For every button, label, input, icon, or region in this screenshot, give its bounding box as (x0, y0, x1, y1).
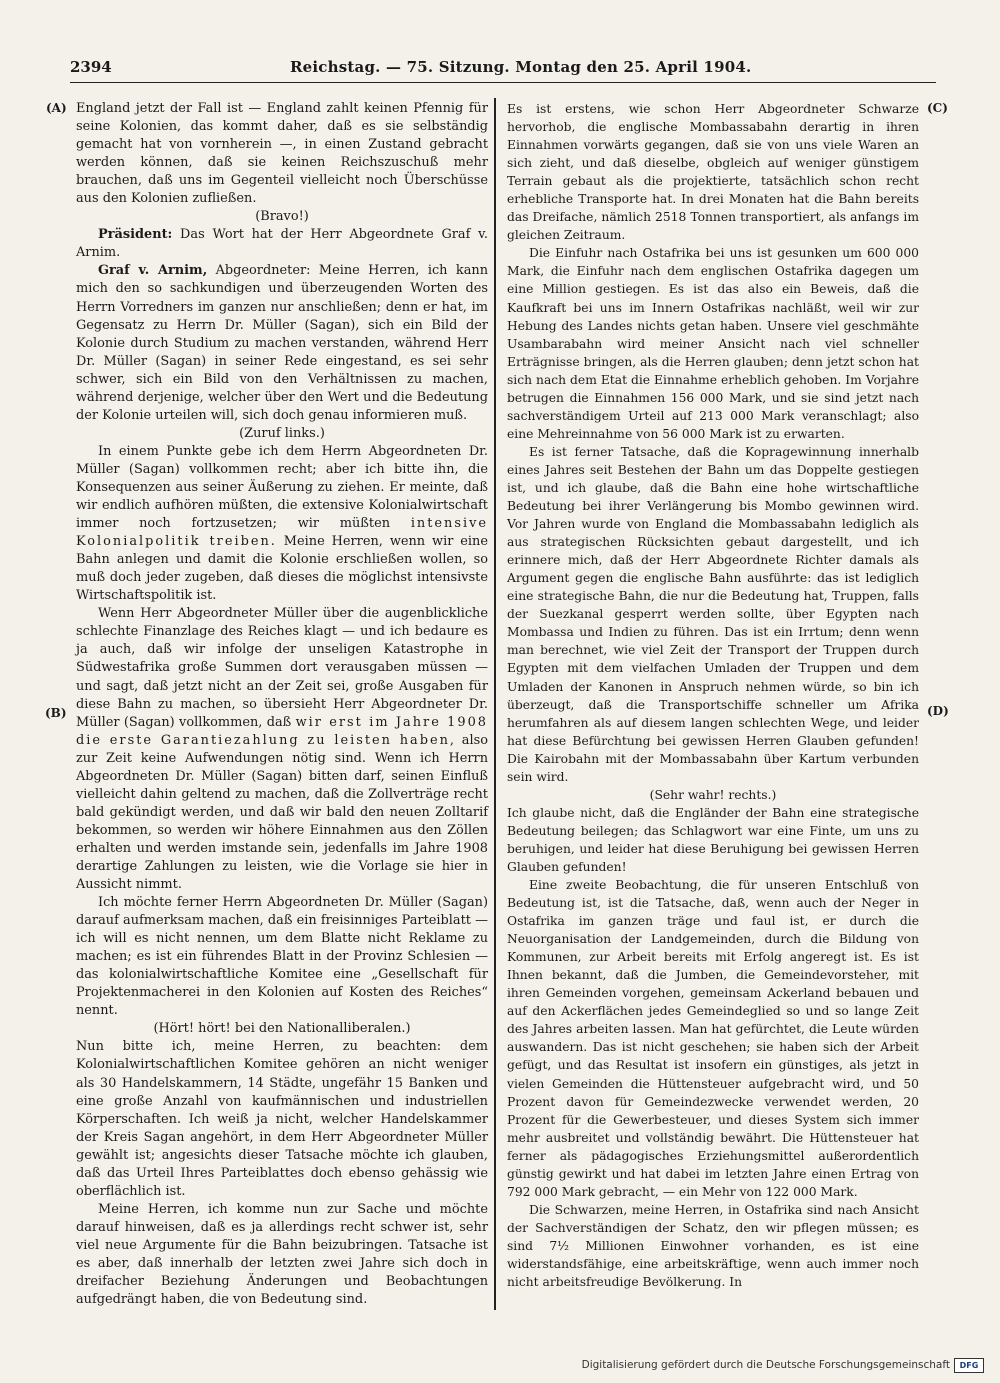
paragraph: Die Einfuhr nach Ostafrika bei uns ist gesunken um 600 000 Mark, die Einfuhr nach dem englischen Ostafrika dagegen um eine Million gestiegen. Es ist das also ein Beweis, daß die Kaufkraft bei uns im Innern Ostafrikas nachläßt, weil wir zur Hebung des Landes nichts getan haben. Unsere viel geschmähte Usambarabahn wird meiner Ansicht nach viel schneller Erträgnisse bringen, als die Herren glauben; denn jetzt schon hat sich nach dem Etat die Einnahme erheblich gehoben. Im Vorjahre betrugen die Einnahmen 156 000 Mark, und sie sind jetzt nach sachverständigem Urteil auf 213 000 Mark veranschlagt; also eine Mehreinnahme von 56 000 Mark ist zu erwarten. (507, 246, 919, 441)
interjection: (Hört! hört! bei den Nationalliberalen.) (153, 1021, 411, 1037)
column-divider (494, 98, 496, 1310)
paragraph-text: Das Wort hat der Herr Abgeordnete Graf v. Arnim. (76, 227, 488, 261)
margin-marker-b: (B) (45, 706, 67, 720)
emphasized-text: wir erst im Jahre 1908 die erste Garantiezahlung zu leisten haben, (76, 714, 488, 748)
page-number: 2394 (70, 58, 112, 76)
paragraph-text: In einem Punkte gebe ich dem Herrn Abgeordneten Dr. Müller (Sagan) vollkommen recht; aber ich bitte ihn, die Konsequenzen aus seiner Äußerung zu ziehen. Er meinte, daß wir endlich aufhören müßten, die extensive Kolonialwirtschaft immer noch fortzusetzen; wir müßten (76, 443, 488, 532)
speaker-name: Präsident: (98, 227, 173, 243)
paragraph-text: Wenn Herr Abgeordneter Müller über die augenblickliche schlechte Finanzlage des Reiches klagt — und ich bedaure es ja auch, daß wir infolge der unseligen Katastrophe in Südwestafrika große Summen dort verausgaben müssen — und sagt, daß jetzt nicht an der Zeit sei, große Ausgaben für diese Bahn zu machen, so übersieht Herr Abgeordneter Dr. Müller (Sagan) vollkommen, daß (76, 606, 488, 730)
paragraph: England jetzt der Fall ist — England zahlt keinen Pfennig für seine Kolonien, das kommt daher, daß es sie selbständig gemacht hat von vornherein —, in einen Zustand gebracht werden können, daß sie keinen Reichszuschuß mehr brauchen, daß uns im Gegenteil vielleicht noch Überschüsse aus den Kolonien zufließen. (76, 101, 488, 207)
paragraph-text: also zur Zeit keine Aufwendungen nötig sind. Wenn ich Herrn Abgeordneten Dr. Müller (Sagan) bitten darf, seinen Einfluß vielleicht dahin geltend zu machen, daß die Zollverträge recht bald gekündigt werden, und daß wir bald den neuen Zolltarif bekommen, so werden wir höhere Einnahmen aus den Zöllen erhalten und werden imstande sein, jedenfalls im Jahre 1908 derartige Zahlungen zu leisten, wie die Vorlage sie hier in Aussicht nimmt. (76, 732, 488, 893)
paragraph (76, 262, 488, 424)
page-header (70, 58, 936, 83)
paragraph-text: Meine Herren, wenn wir eine Bahn anlegen und damit die Kolonie erschließen wollen, so muß doch jeder zugeben, daß dieses die möglichst intensivste Wirtschaftspolitik ist. (76, 534, 488, 604)
left-column (76, 100, 488, 1309)
running-title: Reichstag. — 75. Sitzung. Montag den 25. April 1904. (290, 58, 752, 76)
emphasized-text: intensive Kolonialpolitik treiben. (76, 516, 488, 550)
interjection: (Bravo!) (255, 209, 309, 225)
right-column (507, 100, 919, 1291)
interjection: (Sehr wahr! rechts.) (649, 787, 777, 802)
paragraph: Meine Herren, ich komme nun zur Sache und möchte darauf hinweisen, daß es ja allerdings recht schwer ist, sehr viel neue Argumente für die Bahn beizubringen. Tatsache ist es aber, daß innerhalb der letzten zwei Jahre sich doch in dreifacher Beziehung Änderungen und Beobachtungen aufgedrängt haben, die von Bedeutung sind. (76, 1201, 488, 1308)
paragraph: Eine zweite Beobachtung, die für unseren Entschluß von Bedeutung ist, ist die Tatsache, daß, wenn auch der Neger in Ostafrika im ganzen träge und faul ist, er durch die Neuorganisation der Landgemeinden, durch die Bildung von Kommunen, zur Arbeit bereits mit Erfolg angeregt ist. Es ist Ihnen bekannt, daß die Jumben, die Gemeindevorsteher, mit ihren Gemeinden vorgehen, gemeinsam Ackerland bebauen und auf den Ackerflächen jedes Gemeindeglied so und so lange Zeit des Jahres arbeiten lassen. Man hat gefürchtet, die Leute würden auswandern. Das ist nicht geschehen; sie haben sich der Arbeit gefügt, und das Resultat ist insofern ein günstiges, als jetzt in vielen Gemeinden die Hüttensteuer aufgebracht wird, und 50 Prozent davon für Gemeindezwecke verwendet werden, 20 Prozent für die Gewerbesteuer, und dieses System sich immer mehr ausbreitet und vollständig bewährt. Die Hüttensteuer hat ferner als pädagogisches Erziehungsmittel außerordentlich günstig gewirkt und hat dabei im letzten Jahre einen Ertrag von 792 000 Mark gebracht, — ein Mehr von 122 000 Mark. (507, 878, 919, 1199)
margin-marker-c: (C) (927, 101, 948, 115)
paragraph (76, 443, 488, 605)
dfg-logo: DFG (954, 1358, 984, 1373)
paragraph: Es ist ferner Tatsache, daß die Kopragewinnung innerhalb eines Jahres seit Bestehen der Bahn um das Doppelte gestiegen ist, und ich glaube, daß die Bahn eine hohe wirtschaftliche Bedeutung bei ihrer Verlängerung bis Mombo gewinnen wird. Vor Jahren wurde von England die Mombassabahn lediglich als aus strategischen Rücksichten gebaut dargestellt, und ich erinnere mich, daß der Herr Abgeordnete Richter damals als Argument gegen die englische Bahn ausführte: das ist lediglich eine strategische Bahn, die nur die Bedeutung hat, Truppen, falls der Suezkanal gesperrt werden sollte, über Egypten nach Mombassa und Indien zu führen. Das ist ein Irrtum; denn wenn man berechnet, wie viel Zeit der Transport der Truppen durch Egypten mit dem vielfachen Umladen der Truppen und dem Umladen der Kanonen in Anspruch nehmen würde, so bin ich überzeugt, daß die Transportschiffe schneller um Afrika herumfahren als auf diesem langen schlechten Wege, und leider hat diese Befürchtung bei gewissen Herren Glauben gefunden! Die Kairobahn mit der Mombassabahn über Kartum verbunden sein wird. (507, 444, 919, 784)
paragraph: Die Schwarzen, meine Herren, in Ostafrika sind nach Ansicht der Sachverständigen der Schatz, den wir pflegen müssen; es sind 7½ Millionen Einwohner vorhanden, es ist eine widerstandsfähige, eine arbeitskräftige, wenn auch immer noch nicht arbeitsfreudige Bevölkerung. In (507, 1202, 919, 1290)
paragraph (76, 226, 488, 262)
interjection: (Zuruf links.) (239, 425, 325, 441)
funding-note: Digitalisierung gefördert durch die Deutsche Forschungsgemeinschaft (581, 1359, 950, 1371)
paragraph (76, 605, 488, 894)
speaker-name: Graf v. Arnim, (98, 263, 208, 279)
paragraph: Ich möchte ferner Herrn Abgeordneten Dr. Müller (Sagan) darauf aufmerksam machen, daß ein freisinniges Parteiblatt — ich will es nicht nennen, um dem Blatte nicht Reklame zu machen; es ist ein führendes Blatt in der Provinz Schlesien — das kolonialwirtschaftliche Komitee eine „Gesellschaft für Projektenmacherei in den Kolonien auf Kosten des Reiches“ nennt. (76, 895, 488, 1019)
margin-marker-d: (D) (927, 704, 949, 718)
paragraph: Es ist erstens, wie schon Herr Abgeordneter Schwarze hervorhob, die englische Mombassabahn derartig in ihren Einnahmen vorwärts gegangen, daß sie von uns viele Waren an sich zieht, und daß dieselbe, obgleich auf weniger günstigem Terrain gebaut als die projektierte, tatsächlich schon recht erhebliche Transporte hat. In drei Monaten hat die Bahn bereits das Dreifache, nämlich 2518 Tonnen transportiert, als anfangs im gleichen Zeitraum. (507, 102, 919, 243)
paragraph: Ich glaube nicht, daß die Engländer der Bahn eine strategische Bedeutung beilegen; das Schlagwort war eine Finte, um uns zu beruhigen, und leider hat diese Beruhigung bei gewissen Herren Glauben gefunden! (507, 805, 919, 874)
footer (582, 1357, 984, 1373)
paragraph: Nun bitte ich, meine Herren, zu beachten: dem Kolonialwirtschaftlichen Komitee gehören an nicht weniger als 30 Handelskammern, 14 Städte, ungefähr 15 Banken und eine große Anzahl von kaufmännischen und industriellen Körperschaften. Ich weiß ja nicht, welcher Handelskammer der Kreis Sagan angehört, in dem Herr Abgeordneter Müller gewählt ist; angesichts dieser Tatsache möchte ich glauben, daß das Urteil Ihres Parteiblattes doch ebenso gehässig wie oberflächlich ist. (76, 1039, 488, 1199)
paragraph-text: Abgeordneter: Meine Herren, ich kann mich den so sachkundigen und überzeugenden Worten des Herrn Vorredners im ganzen nur anschließen; denn er hat, im Gegensatz zu Herrn Dr. Müller (Sagan), sich ein Bild der Kolonie durch Studium zu machen verstanden, während Herr Dr. Müller (Sagan) in seiner Rede eingestand, es sei sehr schwer, sich ein Bild von den Verhältnissen zu machen, während derjenige, welcher über den Wert und die Bedeutung der Kolonie urteilen will, sich doch genau informieren muß. (76, 263, 488, 423)
margin-marker-a: (A) (46, 101, 67, 115)
